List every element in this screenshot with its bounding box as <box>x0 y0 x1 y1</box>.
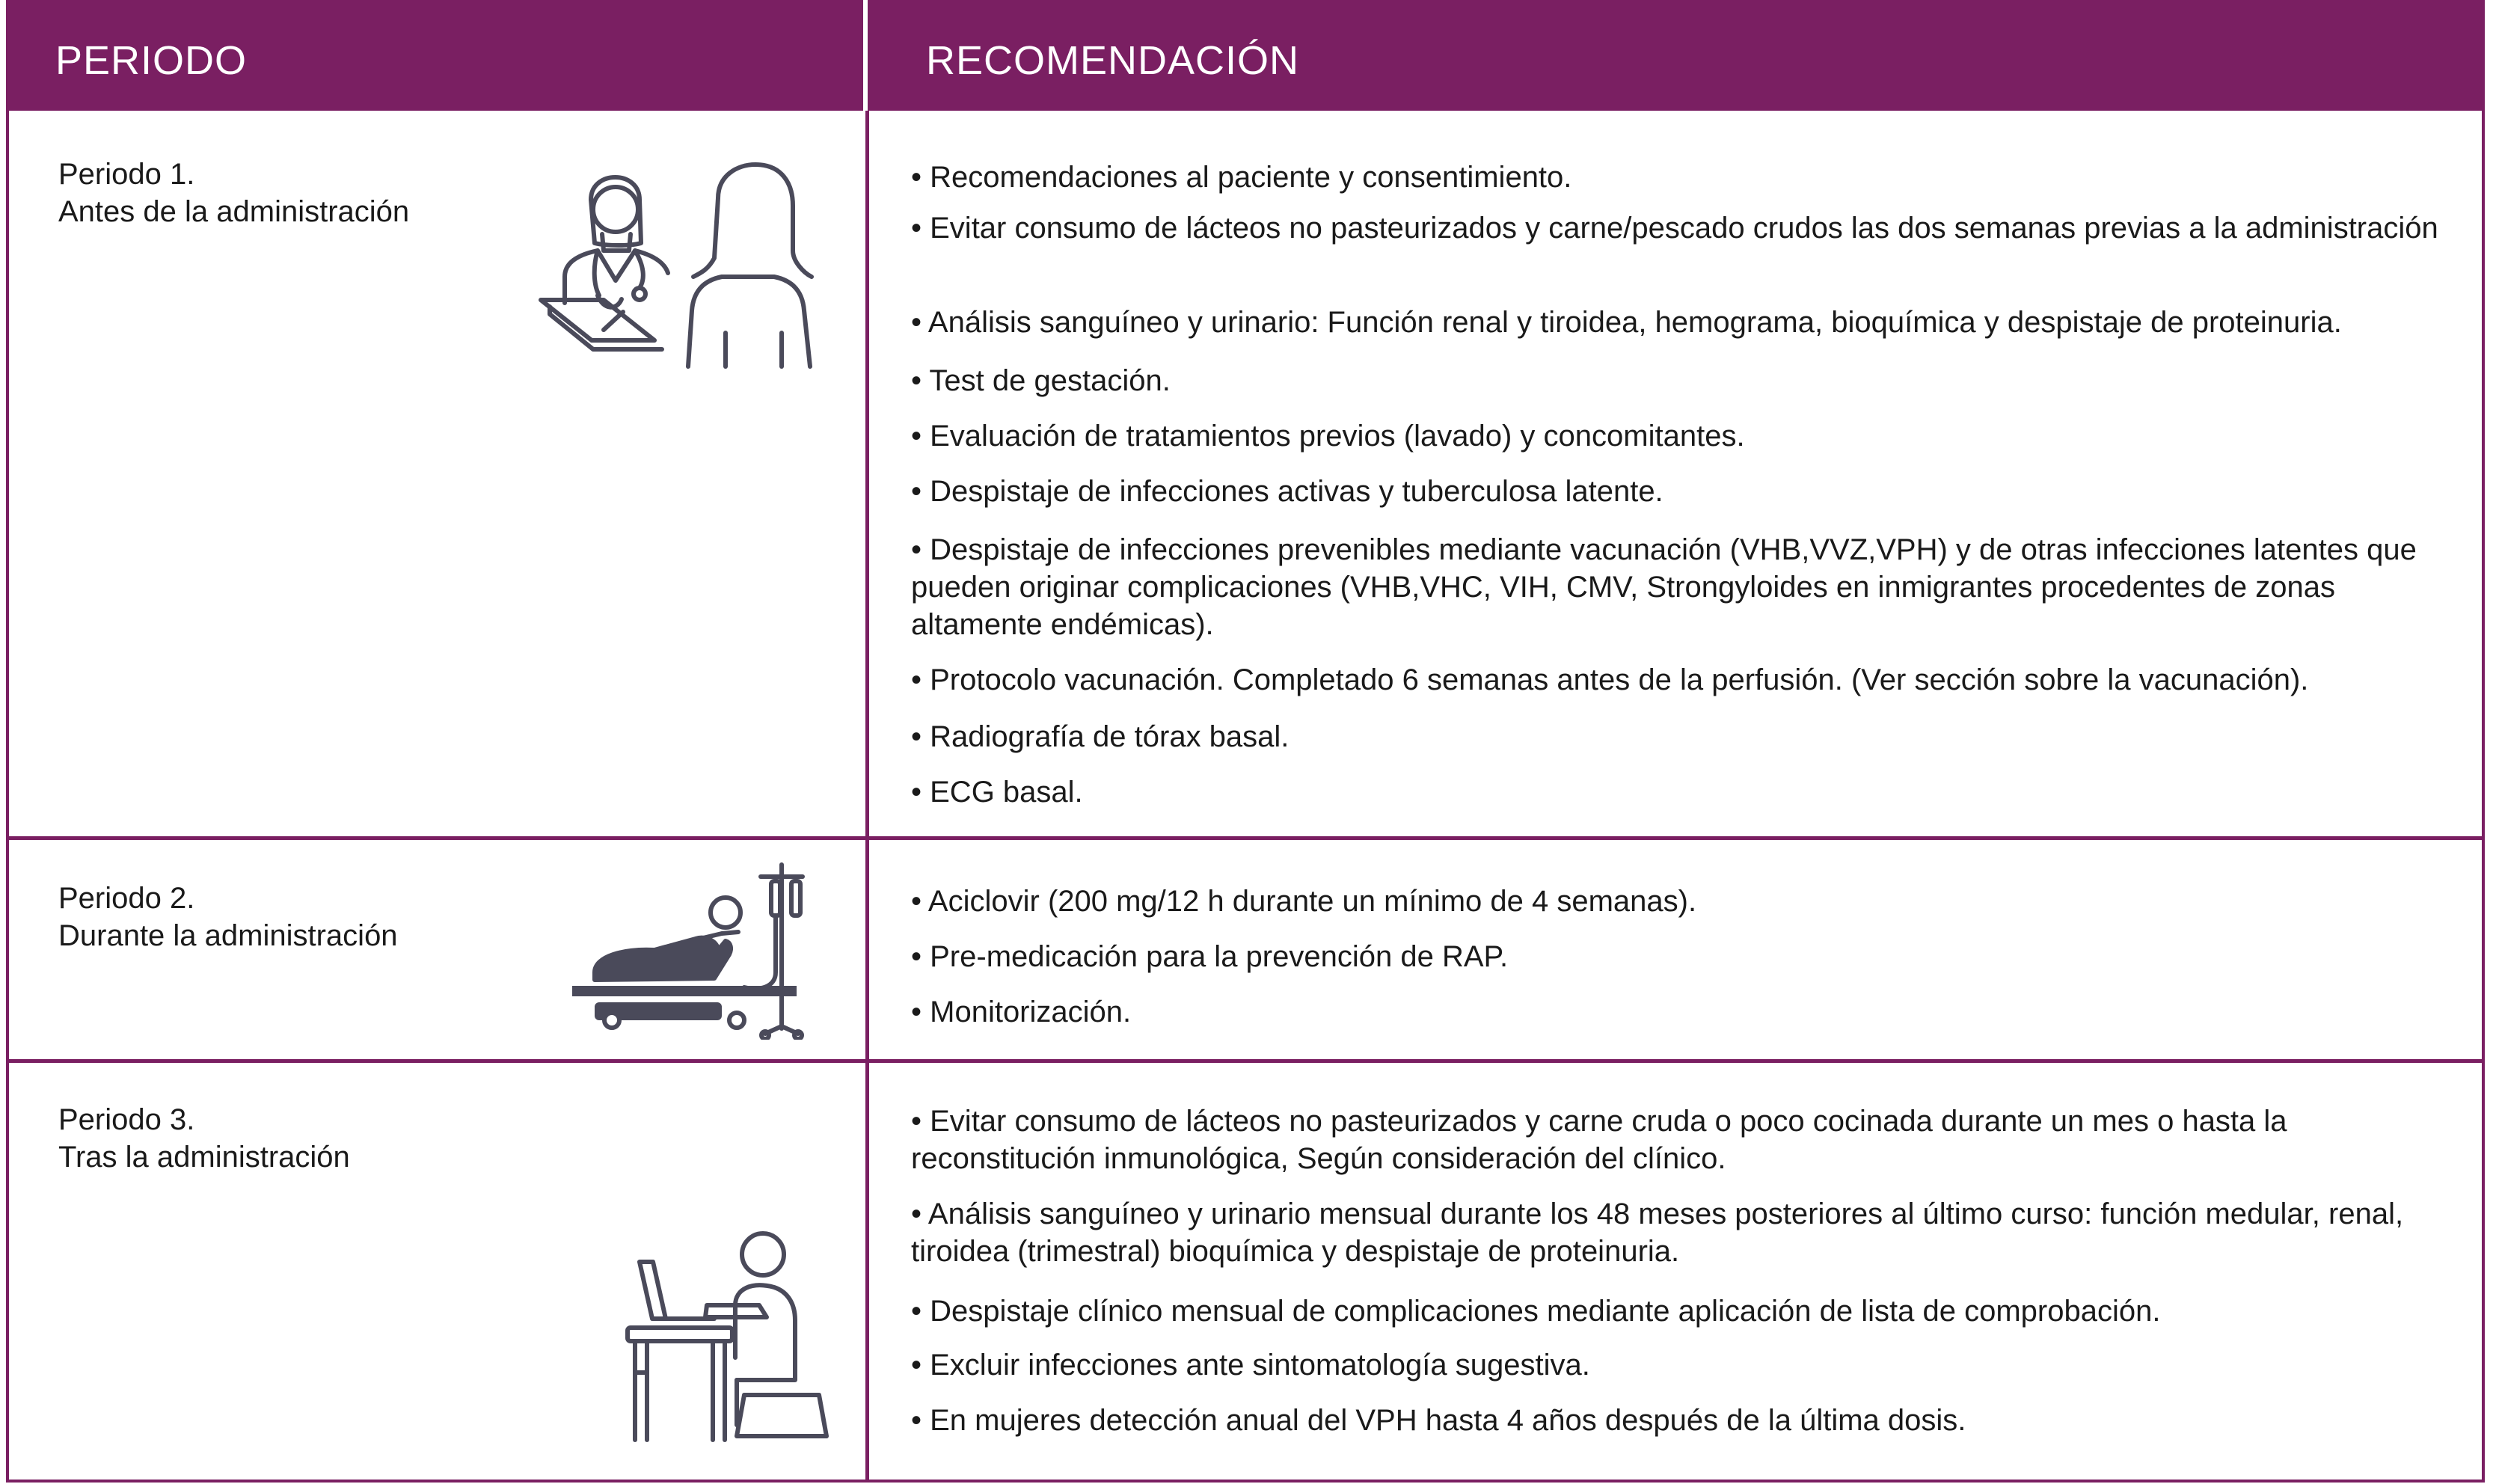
patient-infusion-icon <box>565 860 819 1040</box>
list-item: • Evaluación de tratamientos previos (lavado) y concomitantes. <box>911 417 2452 455</box>
list-item: • Pre-medicación para la prevención de RAP. <box>911 938 2452 975</box>
list-item: • Recomendaciones al paciente y consentimiento. <box>911 159 2452 196</box>
period-title: Periodo 3. <box>58 1103 195 1136</box>
list-item: • Monitorización. <box>911 993 2452 1031</box>
row-divider <box>6 1059 2485 1063</box>
period-title: Periodo 1. <box>58 158 195 191</box>
column-divider <box>865 111 869 1483</box>
period-subtitle: Durante la administración <box>58 919 398 952</box>
row-divider <box>6 836 2485 840</box>
person-laptop-icon <box>625 1223 834 1447</box>
period-subtitle: Antes de la administración <box>58 195 410 228</box>
list-item: • Aciclovir (200 mg/12 h durante un mínimo de 4 semanas). <box>911 883 2452 920</box>
list-item: • En mujeres detección anual del VPH hasta 4 años después de la última dosis. <box>911 1402 2452 1439</box>
period-3-label <box>58 1101 350 1176</box>
list-item: • Despistaje clínico mensual de complicaciones mediante aplicación de lista de comprobación. <box>911 1293 2452 1330</box>
period-2-label <box>58 880 398 954</box>
list-item: • Test de gestación. <box>911 362 2452 399</box>
list-item: • Evitar consumo de lácteos no pasteurizados y carne/pescado crudos las dos semanas previas a la administración <box>911 209 2452 247</box>
list-item: • Evitar consumo de lácteos no pasteurizados y carne cruda o poco cocinada durante un mes o hasta la reconstitución inmunológica, Según consideración del clínico. <box>911 1103 2452 1177</box>
period-subtitle: Tras la administración <box>58 1141 350 1174</box>
header-periodo: PERIODO <box>55 38 248 83</box>
list-item: • ECG basal. <box>911 773 2452 811</box>
doctor-patient-icon <box>535 153 819 370</box>
period-title: Periodo 2. <box>58 882 195 915</box>
header-recomendacion: RECOMENDACIÓN <box>926 38 1300 83</box>
list-item: • Despistaje de infecciones prevenibles mediante vacunación (VHB,VVZ,VPH) y de otras infecciones latentes que pueden originar complicaciones (VHB,VHC, VIH, CMV, Strongyloides en inmigrantes procedentes de zonas altamente endémicas). <box>911 531 2452 643</box>
list-item: • Radiografía de tórax basal. <box>911 718 2452 755</box>
list-item: • Análisis sanguíneo y urinario mensual durante los 48 meses posteriores al último curso: función medular, renal, tiroidea (trimestral) bioquímica y despistaje de proteinuria. <box>911 1195 2452 1270</box>
list-item: • Protocolo vacunación. Completado 6 semanas antes de la perfusión. (Ver sección sobre la vacunación). <box>911 661 2452 699</box>
list-item: • Excluir infecciones ante sintomatología sugestiva. <box>911 1346 2452 1384</box>
period-1-label <box>58 156 409 230</box>
list-item: • Despistaje de infecciones activas y tuberculosa latente. <box>911 473 2452 510</box>
table-header <box>6 0 2485 111</box>
list-item: • Análisis sanguíneo y urinario: Función renal y tiroidea, hemograma, bioquímica y despistaje de proteinuria. <box>911 304 2452 341</box>
header-divider <box>863 0 868 111</box>
